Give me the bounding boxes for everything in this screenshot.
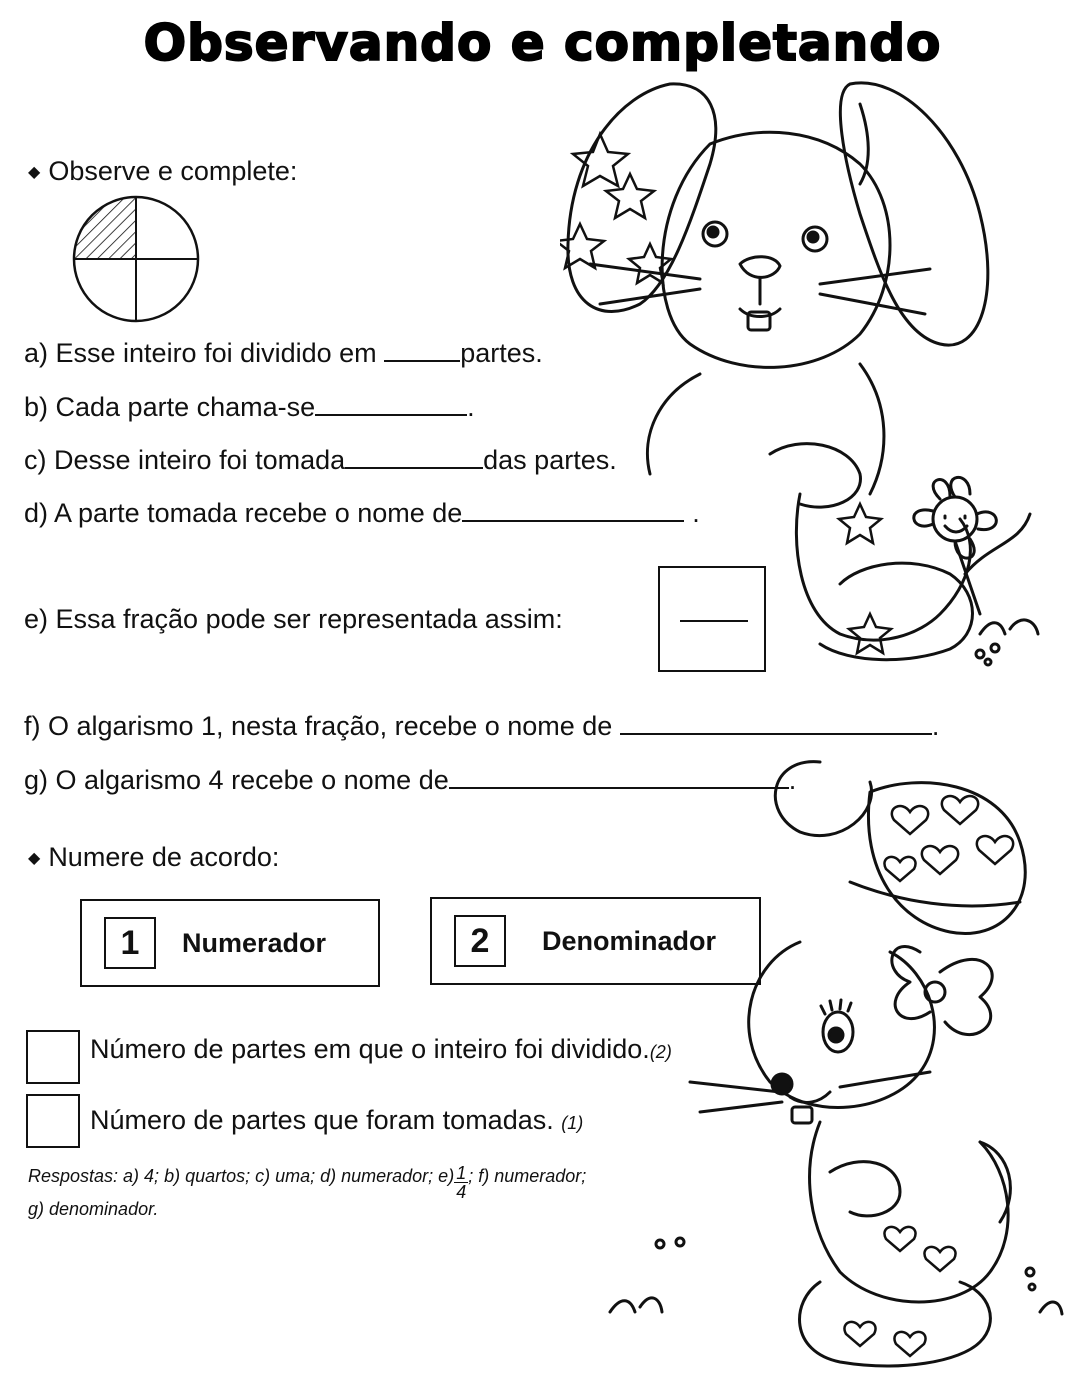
answer-blank-b[interactable] (315, 392, 467, 416)
answer-key-line-2: g) denominador. (28, 1199, 159, 1219)
matching-hint: (1) (561, 1113, 584, 1133)
fraction-denominator: 4 (456, 1182, 467, 1202)
question-d-prefix: d) A parte tomada recebe o nome de (24, 498, 463, 528)
question-f (24, 711, 939, 742)
question-c-prefix: c) Desse inteiro foi tomada (24, 445, 346, 475)
question-b-suffix: . (467, 392, 475, 422)
answer-key-fraction (454, 1164, 468, 1201)
section-numere (28, 842, 279, 873)
matching-text: Número de partes que foram tomadas. (90, 1105, 554, 1135)
question-g-suffix: . (788, 765, 797, 795)
question-f-suffix: . (931, 711, 940, 741)
legend-numerador (80, 899, 380, 987)
matching-text: Número de partes em que o inteiro foi dividido. (90, 1034, 650, 1064)
bullet-icon: ◆ (28, 850, 41, 867)
matching-item-1 (90, 1034, 672, 1065)
question-a-suffix: partes. (460, 338, 543, 368)
page-title: Observando e completando (143, 14, 942, 72)
section-observe (28, 156, 297, 187)
legend-label: Numerador (182, 927, 327, 958)
question-d-suffix: . (692, 498, 700, 528)
question-a-prefix: a) Esse inteiro foi dividido em (24, 338, 377, 368)
fraction-numerator: 1 (456, 1163, 467, 1183)
bunny-with-star-ears-icon (560, 74, 1060, 674)
answer-key-text: Respostas: a) 4; b) quartos; c) uma; d) numerador; e) (28, 1166, 455, 1186)
answer-square-2[interactable] (26, 1094, 80, 1148)
section-numere-heading: Numere de acordo: (48, 842, 280, 872)
question-e (24, 604, 563, 635)
legend-number: 2 (454, 915, 506, 967)
legend-number: 1 (104, 917, 156, 969)
answer-blank-a[interactable] (384, 338, 460, 362)
question-g-prefix: g) O algarismo 4 recebe o nome de (24, 765, 449, 795)
bunny-with-heart-hat-icon (600, 752, 1070, 1372)
question-b (24, 392, 475, 423)
question-e-prefix: e) Essa fração pode ser representada assim: (24, 604, 563, 634)
question-a (24, 338, 543, 369)
answer-square-1[interactable] (26, 1030, 80, 1084)
answer-blank-c[interactable] (345, 445, 483, 469)
matching-item-2 (90, 1105, 583, 1136)
question-f-prefix: f) O algarismo 1, nesta fração, recebe o nome de (24, 711, 613, 741)
question-b-prefix: b) Cada parte chama-se (24, 392, 316, 422)
bullet-icon: ◆ (28, 164, 41, 181)
answer-key-text: ; f) numerador; (468, 1166, 587, 1186)
section-observe-heading: Observe e complete: (48, 156, 298, 186)
fraction-circle-icon (70, 195, 202, 323)
legend-label: Denominador (542, 925, 717, 956)
matching-hint: (2) (649, 1042, 672, 1062)
question-c (24, 445, 617, 476)
question-c-suffix: das partes. (483, 445, 617, 475)
answer-blank-f[interactable] (620, 711, 932, 735)
